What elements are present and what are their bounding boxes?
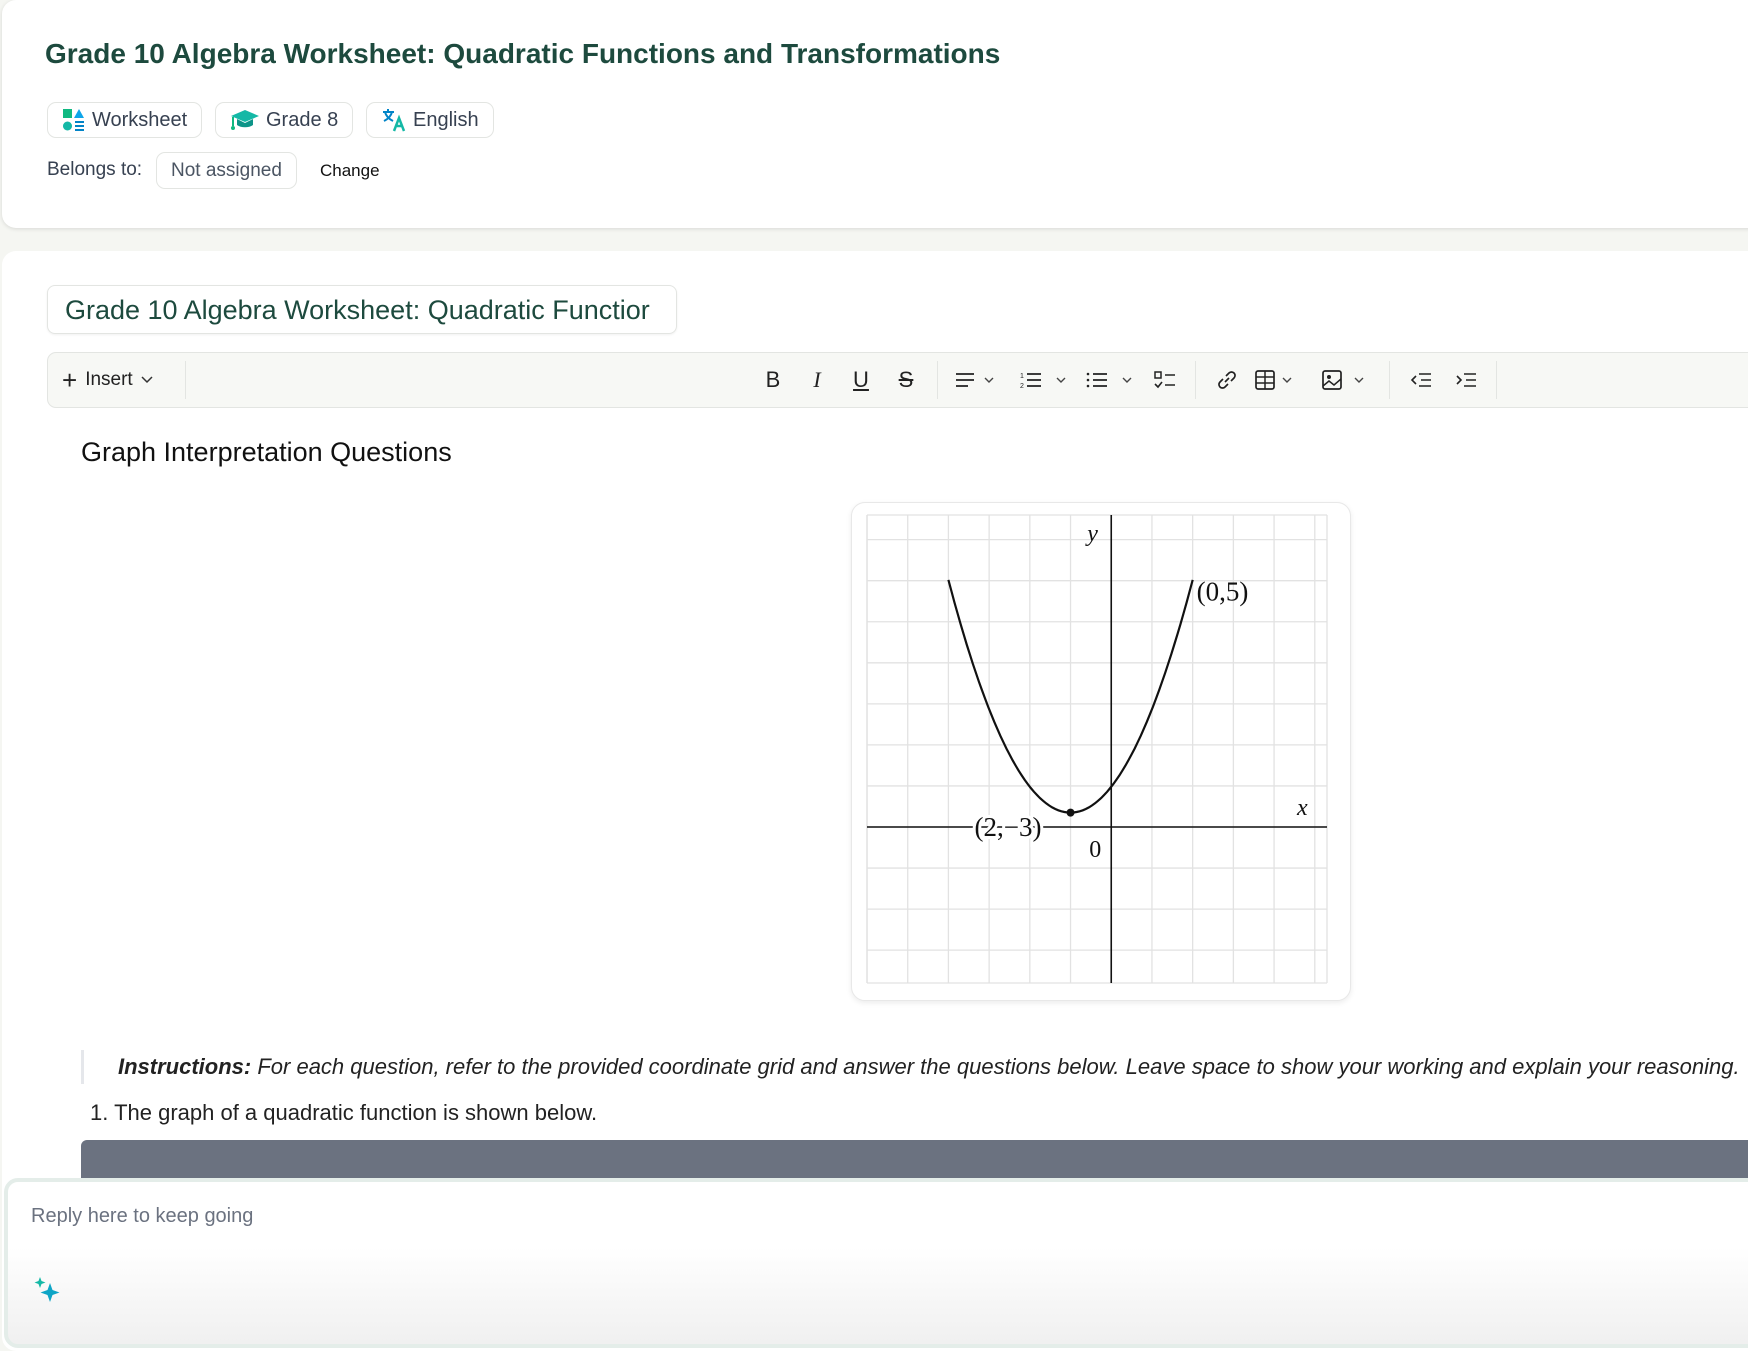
blockquote-bar [81, 1050, 84, 1084]
checklist-icon [1154, 370, 1176, 390]
bold-button[interactable] [758, 353, 788, 407]
worksheet-icon [62, 108, 86, 132]
outdent-icon [1410, 370, 1432, 390]
change-button[interactable]: Change [320, 161, 380, 180]
divider [937, 361, 938, 399]
plus-icon: + [62, 364, 78, 395]
point-label: (0,5) [1196, 576, 1249, 607]
table-button[interactable] [1254, 353, 1304, 407]
insert-button[interactable] [62, 353, 153, 407]
document-title-input[interactable]: Grade 10 Algebra Worksheet: Quadratic Functior [47, 285, 677, 334]
instructions-text: For each question, refer to the provided coordinate grid and answer the questions below. Leave space to show your working and explain your reasoning. [251, 1054, 1740, 1079]
table-icon [1255, 370, 1303, 390]
x-axis-label: x [1297, 795, 1308, 821]
align-button[interactable] [952, 353, 1002, 407]
chevron-down-icon [141, 376, 153, 384]
parabola-chart [852, 503, 1350, 1000]
grid [867, 515, 1327, 983]
indent-icon [1455, 370, 1477, 390]
bullet-list-icon [1085, 370, 1139, 390]
italic-button[interactable] [802, 353, 832, 407]
svg-text:2: 2 [1020, 383, 1024, 390]
align-left-icon [954, 370, 1000, 390]
reply-input[interactable]: Reply here to keep going [31, 1205, 254, 1227]
divider [1389, 361, 1390, 399]
strikethrough-button[interactable] [891, 353, 921, 407]
image-button[interactable] [1320, 353, 1376, 407]
sparkle-icon[interactable] [33, 1275, 63, 1307]
section-heading: Graph Interpretation Questions [81, 437, 452, 467]
divider [1496, 361, 1497, 399]
instructions-label: Instructions: [118, 1054, 252, 1079]
image-icon [1322, 370, 1374, 390]
chip-label: Worksheet [92, 108, 188, 131]
insert-label: Insert [85, 369, 133, 390]
underline-icon: U [853, 367, 869, 392]
origin-label: 0 [1089, 837, 1102, 863]
link-button[interactable] [1212, 353, 1242, 407]
reply-panel [4, 1178, 1748, 1348]
divider [1195, 361, 1196, 399]
strikethrough-icon: S [898, 367, 914, 392]
italic-icon: I [813, 367, 821, 392]
graph-figure[interactable] [851, 502, 1351, 1001]
graduation-cap-icon [230, 108, 260, 132]
chip-grade[interactable] [215, 102, 353, 138]
chip-worksheet[interactable] [47, 102, 202, 138]
page-title: Grade 10 Algebra Worksheet: Quadratic Functions and Transformations [45, 38, 1001, 69]
chip-label: Grade 8 [266, 108, 339, 131]
instructions [118, 1054, 1740, 1080]
checklist-button[interactable] [1150, 353, 1180, 407]
editor-toolbar [47, 352, 1748, 408]
vertex-point [1067, 809, 1075, 817]
chip-language[interactable] [366, 102, 494, 138]
y-axis-label: y [1087, 521, 1098, 547]
bullet-list-button[interactable] [1084, 353, 1140, 407]
indent-button[interactable] [1451, 353, 1481, 407]
list-item: 1. The graph of a quadratic function is shown below. [90, 1100, 598, 1125]
svg-text:1: 1 [1020, 373, 1024, 380]
belongs-label: Belongs to: [47, 159, 143, 180]
translate-icon [381, 108, 407, 132]
link-icon [1216, 369, 1238, 391]
outdent-button[interactable] [1406, 353, 1436, 407]
vertex-label: (2,−3) [974, 812, 1042, 842]
ordered-list-button[interactable] [1018, 353, 1074, 407]
chip-label: English [413, 108, 479, 131]
divider [185, 361, 186, 399]
ordered-list-icon [1019, 370, 1073, 390]
bold-icon: B [765, 367, 781, 392]
belongs-value[interactable]: Not assigned [156, 152, 297, 189]
underline-button[interactable] [846, 353, 876, 407]
